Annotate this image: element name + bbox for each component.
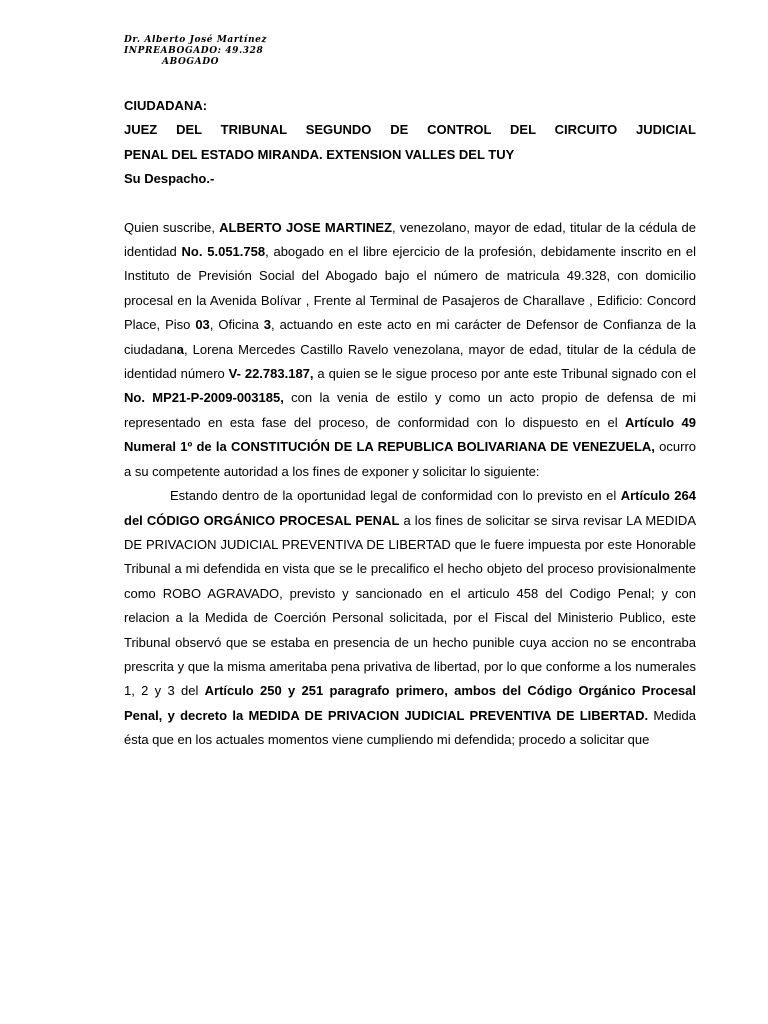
bold-run: Artículo 250 y 251 paragrafo primero, ambos del Código Orgánico Procesal Penal, y decreto la MEDIDA DE PRIVACION JUDICIAL PREVENTIVA DE LIBERTAD. — [124, 683, 697, 723]
text-run: Medida ésta que en los actuales momentos viene cumpliendo mi defendida; procedo a solicitar que — [124, 707, 697, 748]
bar-registry: INPREABOGADO: 49.328 — [124, 46, 264, 56]
bold-run: Artículo 264 del CÓDIGO ORGÁNICO PROCESAL PENAL — [124, 488, 697, 528]
bold-run: 3 — [263, 317, 272, 333]
salutation: CIUDADANA: — [124, 98, 208, 113]
text-run: , abogado en el libre ejercicio de la profesión, debidamente inscrito en el Instituto de Previsión Social del Abogado bajo el número de matricula 49.328, con domicilio procesal en la Avenida Bolívar , Frente al Terminal de Pasajeros de Charallave , Edificio: Concord Place, Piso — [124, 244, 696, 333]
bold-run: a — [176, 341, 185, 357]
text-run: , Lorena Mercedes Castillo Ravelo venezolana, mayor de edad, titular de la cédula de identidad número — [124, 341, 696, 382]
bold-run: V- 22.783.187, — [228, 366, 314, 382]
text-run: , actuando en este acto en mi carácter de Defensor de Confianza de la ciudadan — [124, 317, 696, 357]
text-run: Estando dentro de la oportunidad legal de conformidad con lo previsto en el — [170, 488, 621, 504]
addressee-line-2: PENAL DEL ESTADO MIRANDA. EXTENSION VALLES DEL TUY — [124, 146, 515, 162]
text-run: a quien se le sigue proceso por ante este Tribunal signado con el — [313, 366, 696, 382]
text-run: , Oficina — [209, 317, 264, 333]
text-run: ocurro a su competente autoridad a los fines de exponer y solicitar lo siguiente: — [124, 439, 696, 479]
document-body — [124, 94, 696, 753]
bold-run: No. 5.051.758 — [181, 244, 266, 260]
bold-run: Artículo 49 Numeral 1º de la CONSTITUCIÓN DE LA REPUBLICA BOLIVARIANA DE VENEZUELA, — [124, 414, 696, 455]
addressee-block — [124, 94, 696, 192]
lawyer-name: Dr. Alberto José Martínez — [124, 35, 268, 45]
text-run: con la venia de estilo y como un acto propio de defensa de mi representado en esta fase del proceso, de conformidad con lo dispuesto en el — [124, 390, 696, 430]
addressee-closing: Su Despacho.- — [124, 171, 215, 187]
spacer — [124, 192, 696, 216]
professional-title: ABOGADO — [162, 57, 220, 67]
paragraph-request — [124, 484, 696, 752]
text-run: a los fines de solicitar se sirva revisar LA MEDIDA DE PRIVACION JUDICIAL PREVENTIVA DE LIBERTAD que le fuere impuesta por este Honorable Tribunal a mi defendida en vista que se le precalifico el hecho objeto del proceso provisionalmente como ROBO AGRAVADO, previsto y sancionado en el articulo 458 del Codigo Penal; y con relacion a la Medida de Coerción Personal solicitada, por el Fiscal del Ministerio Publico, este Tribunal observó que se estaba en presencia de un hecho punible cuya accion no se encontraba prescrita y que la misma ameritaba pena privativa de libertad, por lo que conforme a los numerales 1, 2 y 3 del — [124, 512, 696, 699]
text-run: Quien suscribe, — [124, 219, 220, 235]
bold-run: No. MP21-P-2009-003185, — [124, 390, 284, 406]
text-run: , venezolano, mayor de edad, titular de la cédula de identidad — [124, 219, 696, 260]
paragraph-introduction — [124, 216, 696, 484]
addressee-line-1: JUEZ DEL TRIBUNAL SEGUNDO DE CONTROL DEL CIRCUITO JUDICIAL — [124, 122, 696, 138]
bold-run: 03 — [195, 317, 210, 333]
letterhead — [124, 35, 267, 68]
bold-run: ALBERTO JOSE MARTINEZ — [219, 219, 393, 235]
